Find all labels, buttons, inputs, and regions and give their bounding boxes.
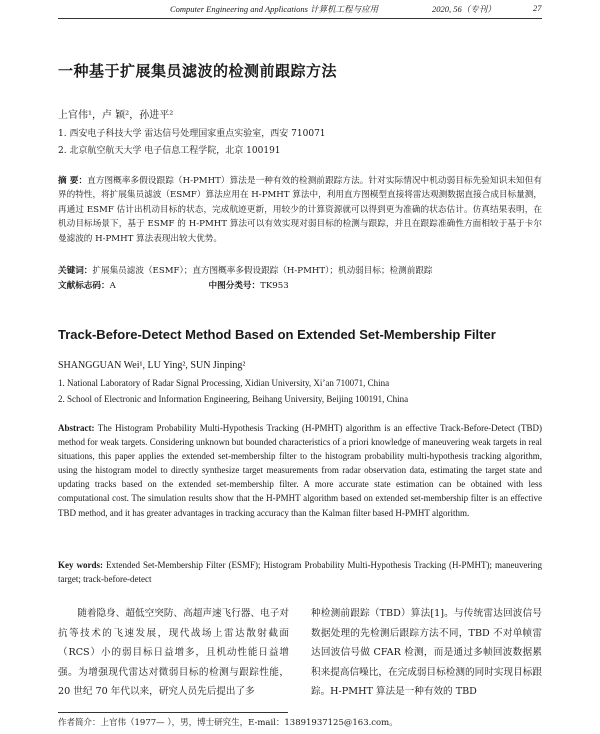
journal-name: Computer Engineering and Applications 计算机工程与应用: [170, 4, 379, 14]
footer-rule: [58, 712, 288, 713]
cn-authors: 上官伟¹，卢 颖²，孙进平²: [58, 110, 174, 121]
en-abstract: [58, 421, 542, 520]
header-rule: [58, 18, 542, 19]
en-keywords: [58, 558, 542, 586]
cn-keywords: [58, 264, 542, 278]
clc-code: TK953: [260, 281, 289, 291]
en-abstract-text: The Histogram Probability Multi-Hypothesis Tracking (H-PMHT) algorithm is an effective Track-Before-Detect (TBD) method for weak targets. Considering unknown but bounded characteristics of a priori knowledge of maneuvering weak targets in real situations, this paper applies the extended set-membership filter to the histogram probability multi-hypothesis tracking algorithm, using the histogram model to directly synthesize target measurements from radar observation data, estimating the target state and updating tracks based on the extended set-membership filter. A more accurate state estimation can be obtained with less computational cost. The simulation results show that the H-PMHT algorithm based on extended set-membership filter is an effective TBD method, and it has greater advantages in tracking accuracy than the Kalman filter based H-PMHT algorithm.: [58, 423, 542, 518]
doc-code: A: [109, 281, 116, 291]
cn-abstract: [58, 174, 542, 246]
clc-label: 中图分类号：: [208, 281, 261, 291]
doc-code-label: 文献标志码：: [58, 281, 110, 291]
issue-info: 2020, 56（专刊）: [432, 4, 496, 14]
en-title: Track-Before-Detect Method Based on Extended Set-Membership Filter: [58, 327, 496, 342]
en-abstract-label: Abstract:: [58, 423, 95, 433]
en-affiliation-1: 1. National Laboratory of Radar Signal Processing, Xidian University, Xi’an 710071, China: [58, 378, 390, 388]
body-column-left: 随着隐身、超低空突防、高超声速飞行器、电子对抗等技术的飞速发展，现代战场上雷达散射截面（RCS）小的弱目标日益增多，且机动性能日益增强。为增强现代雷达对微弱目标的检测与跟踪性能，20 世纪 70 年代以来，研究人员先后提出了多: [58, 608, 289, 698]
author-bio: 作者简介：上官伟（1977— ），男，博士研究生，E-mail：13891937125@163.com。: [58, 718, 398, 728]
cn-title: 一种基于扩展集员滤波的检测前跟踪方法: [58, 62, 338, 80]
cn-affiliation-1: 1. 西安电子科技大学 雷达信号处理国家重点实验室，西安 710071: [58, 129, 326, 139]
running-header: [0, 0, 600, 20]
cn-keywords-text: 扩展集员滤波（ESMF）；直方图概率多假设跟踪（H-PMHT）；机动弱目标；检测前跟踪: [92, 266, 433, 276]
en-keywords-label: Key words:: [58, 560, 103, 570]
page-number: 27: [533, 3, 542, 13]
cn-abstract-text: 直方图概率多假设跟踪（H-PMHT）算法是一种有效的检测前跟踪方法。针对实际情况中机动弱目标先验知识未知但有界的特性，将扩展集员滤波（ESMF）算法应用在 H-PMHT 算法中，利用直方图模型直接将雷达观测数据直接合成目标量测，再通过 ESMF 估计出机动目标的状态，完成航迹更新，用较少的计算资源就可以得到更为准确的状态估计。仿真结果表明，在机动目标场景下，基于 ESMF 的 H-PMHT 算法可以有效实现对弱目标的检测与跟踪，并且在跟踪准确性方面相较于基于卡尔曼滤波的 H-PMHT 算法表现出较大优势。: [58, 176, 542, 244]
body-column-right: 种检测前跟踪（TBD）算法[1]。与传统雷达回波信号数据处理的先检测后跟踪方法不同，TBD 不对单帧雷达回波信号做 CFAR 检测，而是通过多帧回波数据累积来提高信噪比，在完成弱目标检测的同时实现目标跟踪。H-PMHT 算法是一种有效的 TBD: [311, 608, 542, 698]
en-affiliation-2: 2. School of Electronic and Information Engineering, Beihang University, Beijing 100191, China: [58, 394, 409, 404]
en-keywords-text: Extended Set-Membership Filter (ESMF); Histogram Probability Multi-Hypothesis Tracking (H-PMHT); maneuvering target; track-before-detect: [58, 560, 543, 585]
cn-affiliation-2: 2. 北京航空航天大学 电子信息工程学院，北京 100191: [58, 146, 281, 156]
en-authors: SHANGGUAN Wei¹, LU Ying², SUN Jinping²: [58, 360, 246, 371]
cn-keywords-label: 关键词：: [58, 266, 93, 276]
cn-abstract-label: 摘 要：: [58, 176, 88, 186]
cn-classification: [58, 279, 542, 293]
